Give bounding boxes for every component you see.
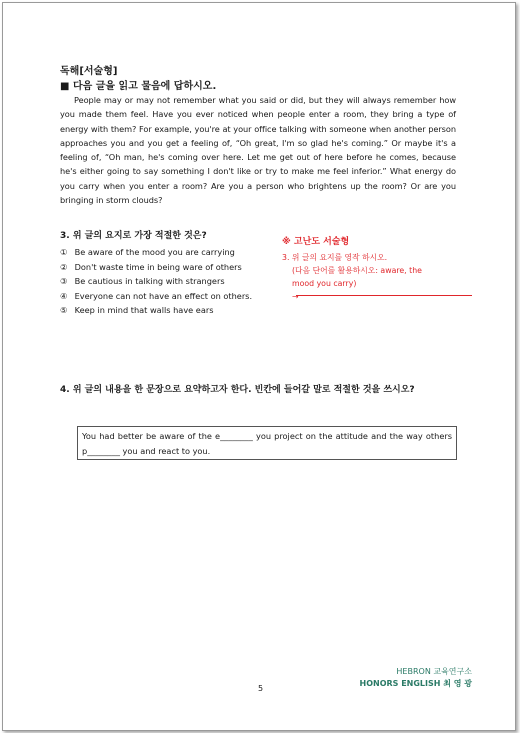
option-text: Be aware of the mood you are carrying: [74, 247, 235, 257]
answer-blank-line[interactable]: [296, 295, 472, 296]
question-4-title: 4. 위 글의 내용을 한 문장으로 요약하고자 한다. 빈칸에 들어갈 말로 적절한 것을 쓰시오?: [60, 385, 415, 395]
advanced-writing-question: [282, 234, 462, 303]
answer-arrow-icon: →: [292, 292, 299, 301]
option-number: ③: [60, 276, 68, 286]
option-1[interactable]: [60, 245, 252, 260]
square-bullet-icon: ■: [60, 81, 70, 92]
section-tag: 독해[서술형]: [60, 66, 118, 77]
instruction-text: 다음 글을 읽고 물음에 답하시오.: [72, 81, 217, 92]
footer-author: HONORS ENGLISH 최 영 광: [359, 679, 472, 688]
option-text: Everyone can not have an effect on others.: [74, 290, 253, 301]
option-text: Don't waste time in being ware of others: [74, 261, 242, 272]
question-3-options: [60, 245, 252, 318]
advanced-question-title: ※ 고난도 서술형: [282, 237, 350, 247]
option-text: Keep in mind that walls have ears: [74, 305, 214, 315]
option-number: ②: [60, 261, 68, 272]
option-number: ④: [60, 290, 68, 301]
option-text: Be cautious in talking with strangers: [74, 276, 225, 286]
page-number: 5: [258, 684, 264, 693]
advanced-question-line-1: 3. 위 글의 요지를 영작 하시오.: [282, 253, 388, 262]
question-3-title: 3. 위 글의 요지로 가장 적절한 것은?: [60, 231, 207, 241]
summary-sentence-box[interactable]: You had better be aware of the e________ you project on the attitude and the way others p________ you and react to you.: [77, 426, 457, 460]
footer: [360, 666, 473, 690]
option-5[interactable]: [60, 303, 252, 318]
option-number: ⑤: [60, 305, 68, 315]
advanced-question-line-3: mood you carry): [292, 279, 357, 288]
footer-institute: HEBRON 교육연구소: [396, 667, 472, 676]
reading-passage: People may or may not remember what you said or did, but they will always remember how you made them feel. Have you ever noticed when people enter a room, they bring a type of energy with them? For example, you're at your office talking with someone when another person approaches you and you get a feeling of, “Oh great, I'm so glad he's coming.” Or maybe it's a feeling of, “Oh man, he's coming over here. Let me get out of here before he comes, because he's either going to say something I don't like or try to make me feel inferior.” What energy do you carry when you enter a room? Are you a person who brightens up the room? Or are you bringing in storm clouds?: [60, 95, 456, 206]
option-2[interactable]: [60, 260, 252, 275]
advanced-question-line-2: (다음 단어를 활용하시오: aware, the: [292, 266, 422, 275]
instruction: [60, 77, 216, 92]
option-3[interactable]: [60, 274, 252, 289]
option-number: ①: [60, 247, 68, 257]
option-4[interactable]: [60, 289, 252, 304]
